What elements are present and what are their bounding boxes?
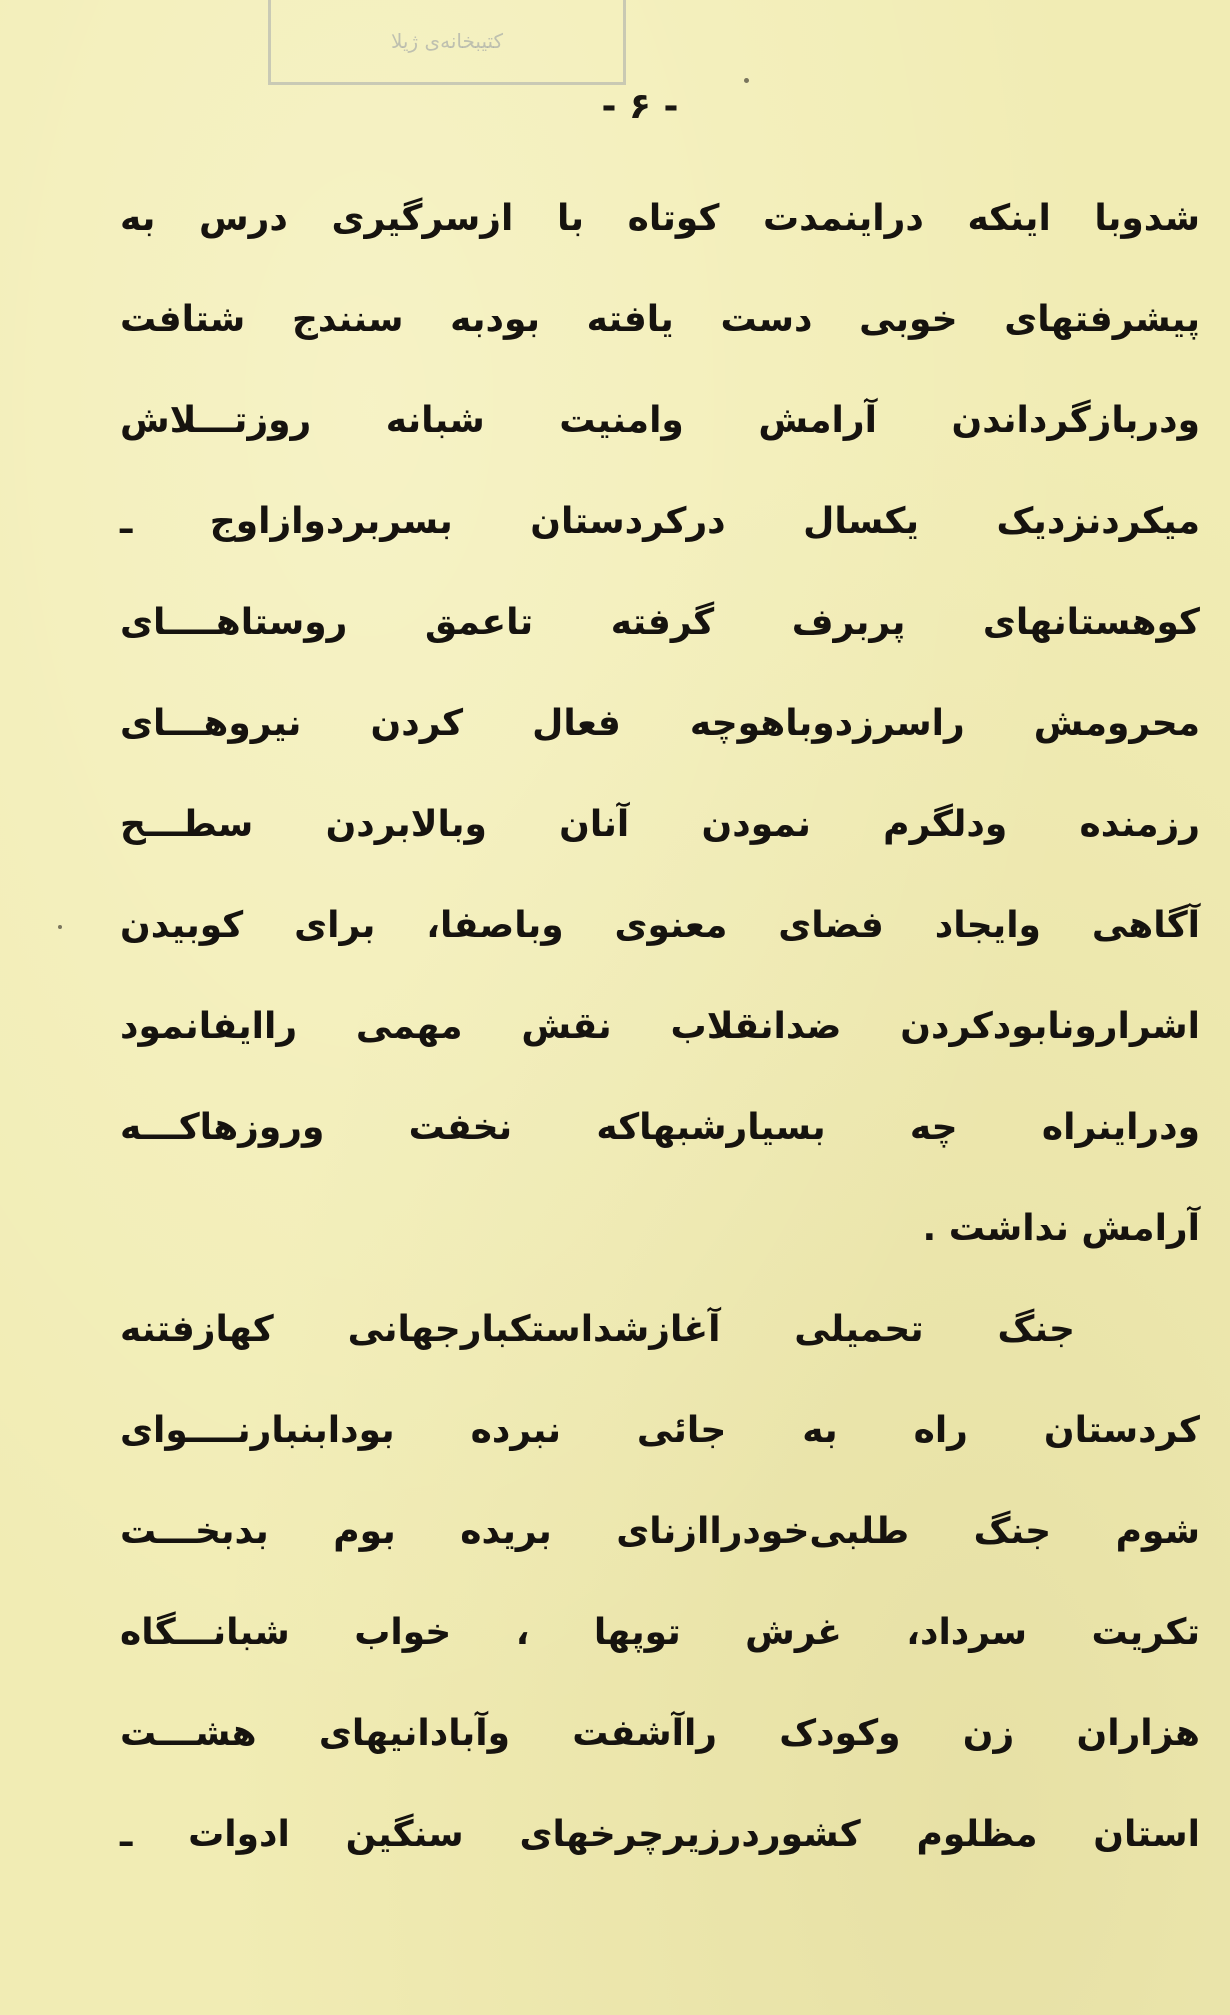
text-line: استان مظلوم کشوردرزیرچرخهای سنگین ادوات ـ <box>120 1814 1200 1855</box>
text-line: ودراینراه چه بسیارشبهاکه نخفت وروزهاکـــه <box>120 1107 1200 1148</box>
ink-spot <box>58 925 62 929</box>
text-line: تکریت سرداد، غرش توپها ، خواب شبانـــگاه <box>120 1612 1200 1653</box>
text-line: آگاهی وایجاد فضای معنوی وباصفا، برای کوبیدن <box>120 905 1200 946</box>
paragraph-start-line: جنگ تحمیلی آغازشداستکبارجهانی کهازفتنه <box>120 1309 1075 1350</box>
text-line: میکردنزدیک یکسال درکردستان بسربردوازاوج ـ <box>120 501 1200 542</box>
text-line: آرامش نداشت . <box>922 1208 1200 1249</box>
ink-spot <box>744 78 749 83</box>
text-line: ودربازگرداندن آرامش وامنیت شبانه روزتـــلاش <box>120 400 1200 441</box>
page-number: - ۶ - <box>601 86 679 127</box>
stamp-text: کتیبخانه‌ی ژیلا <box>390 29 504 53</box>
text-line: محرومش راسرزدوباهوچه فعال کردن نیروهـــای <box>120 703 1200 744</box>
library-stamp <box>268 0 626 85</box>
text-line: کوهستانهای پربرف گرفته تاعمق روستاهــــای <box>120 602 1200 643</box>
body-text <box>120 168 1200 1885</box>
text-line: پیشرفتهای خوبی دست یافته بودبه سنندج شتافت <box>120 299 1200 340</box>
text-line: هزاران زن وکودک راآشفت وآبادانیهای هشـــت <box>120 1713 1200 1754</box>
text-line: کردستان راه به جائی نبرده بودابنبارنــــوای <box>120 1410 1200 1451</box>
text-line: شوم جنگ طلبی‌خودراازنای بریده بوم بدبخـــت <box>120 1511 1200 1552</box>
text-line: اشرارونابودکردن ضدانقلاب نقش مهمی راایفانمود <box>120 1006 1200 1047</box>
text-line: رزمنده ودلگرم نمودن آنان وبالابردن سطـــح <box>120 804 1200 845</box>
text-line: شدوبا اینکه دراینمدت کوتاه با ازسرگیری درس به <box>120 198 1200 239</box>
